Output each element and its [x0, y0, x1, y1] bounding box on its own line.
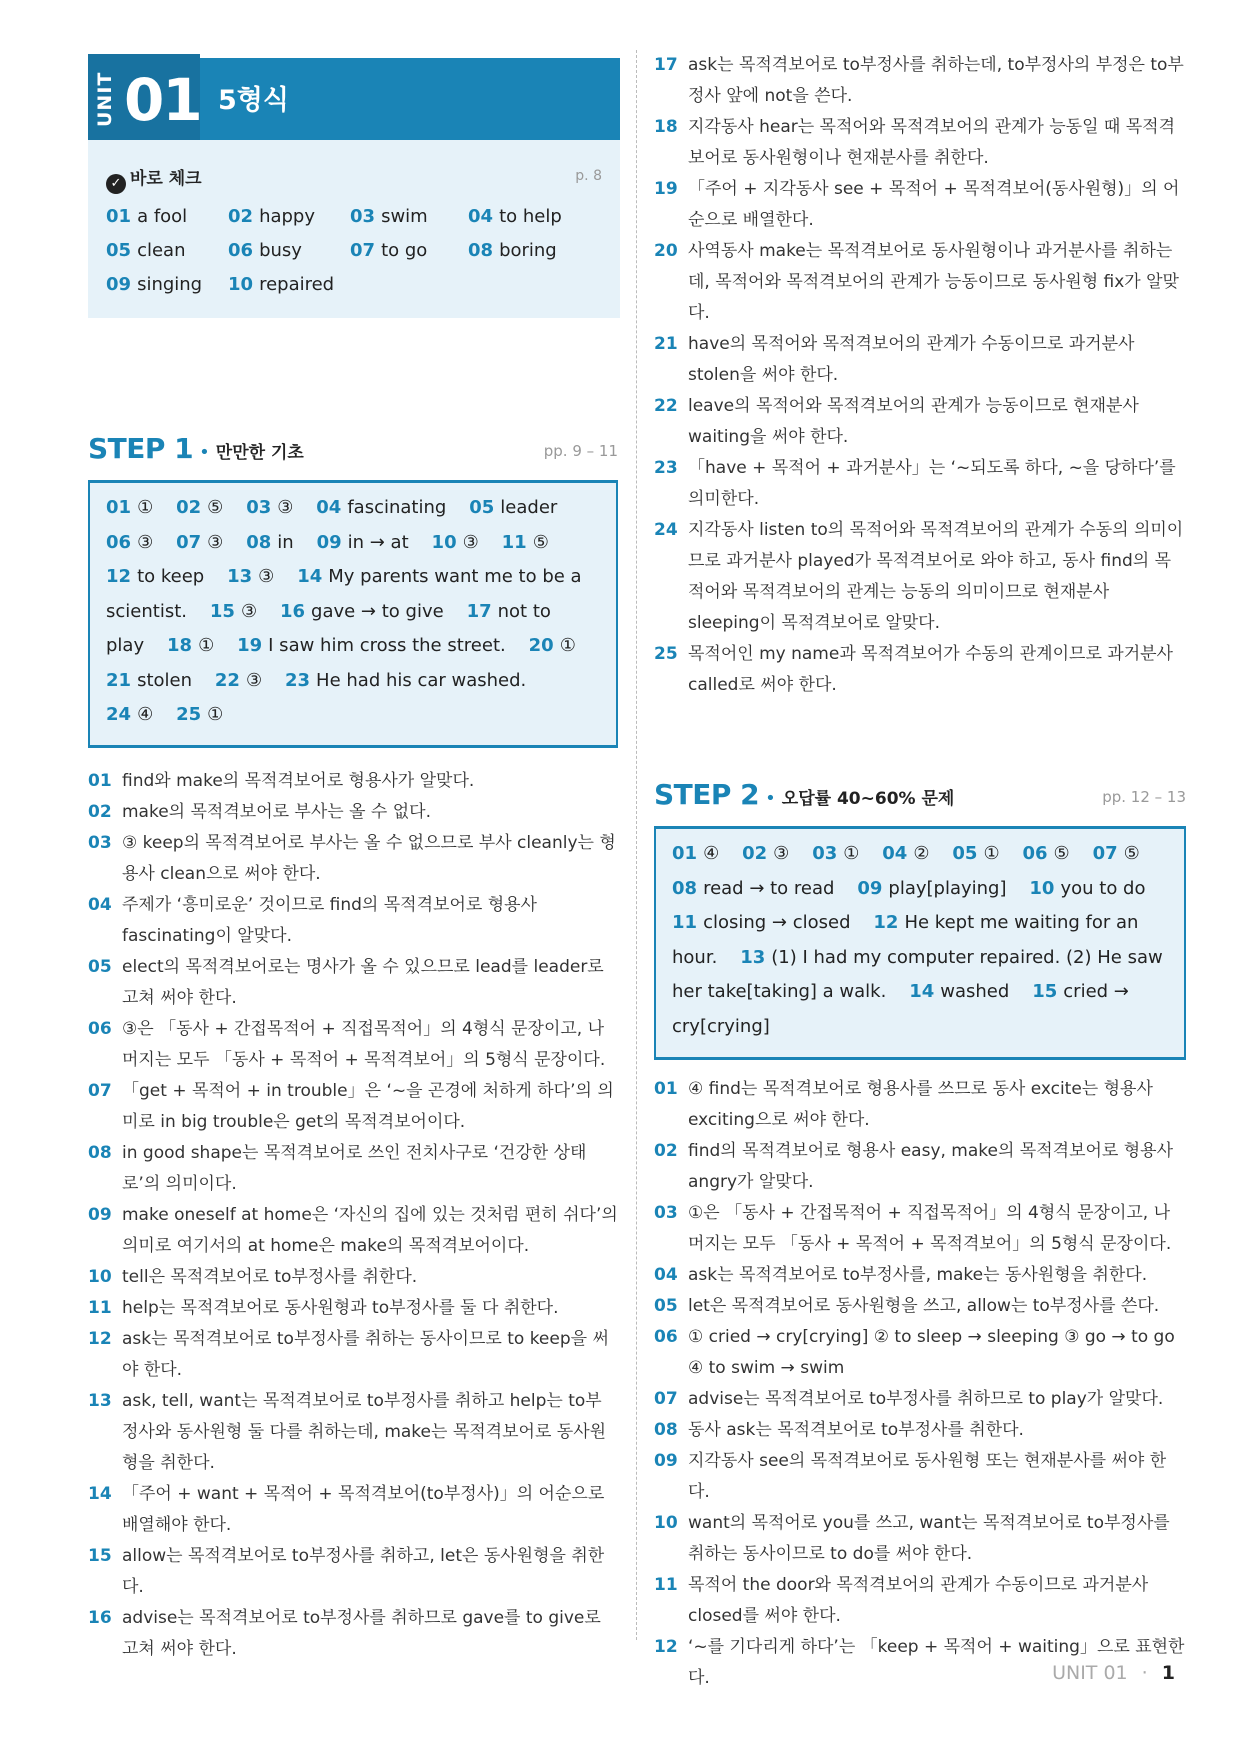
explanation-item: [654, 50, 1186, 112]
explanation-number: 03: [654, 1203, 678, 1223]
explanation-text: make oneself at home은 ‘자신의 집에 있는 것처럼 편히 쉬다’의 의미로 여기서의 at home은 make의 목적격보어이다.: [122, 1205, 618, 1256]
answer-text: to go: [381, 240, 428, 261]
answer-text: He had his car washed.: [316, 669, 527, 691]
answer-number: 07: [176, 531, 202, 553]
explanation-number: 11: [654, 1575, 678, 1595]
quick-check-answer: [106, 240, 185, 261]
answer-text: read → to read: [703, 877, 835, 899]
explanation-number: 02: [88, 802, 112, 822]
answer-number: 15: [1032, 981, 1058, 1002]
explanation-number: 09: [88, 1205, 112, 1225]
answer-number: 01: [672, 843, 698, 864]
answer-text: stolen: [137, 669, 192, 691]
quick-check-answer: [228, 274, 334, 295]
answer-item: [672, 878, 834, 899]
answer-text: in: [277, 531, 294, 553]
answer-number: 16: [279, 600, 306, 622]
answer-number: 22: [214, 669, 240, 691]
quick-check-row: [106, 240, 606, 274]
explanation-number: 07: [88, 1081, 112, 1101]
answer-item: [672, 843, 719, 864]
explanation-text: find와 make의 목적격보어로 형용사가 알맞다.: [122, 771, 475, 791]
answer-text: to help: [499, 206, 562, 227]
step1-answers: [90, 483, 616, 743]
step2-explanations: [654, 1074, 1186, 1694]
answer-text: My parents want me to be a scientist.: [106, 566, 582, 622]
explanation-text: have의 목적어와 목적격보어의 관계가 수동이므로 과거분사 stolen을 써야 한다.: [688, 334, 1135, 385]
step1-bullet: •: [199, 442, 210, 463]
explanation-number: 06: [654, 1327, 678, 1347]
unit-banner: [88, 58, 620, 140]
explanation-text: ‘~를 기다리게 하다’는 「keep + 목적어 + waiting」으로 표현한다.: [688, 1637, 1185, 1688]
answer-number: 19: [237, 635, 263, 656]
answer-item: [106, 704, 153, 725]
answer-item: [215, 670, 262, 691]
explanation-number: 04: [88, 895, 112, 915]
explanation-number: 12: [88, 1329, 112, 1349]
answer-item: [176, 532, 223, 553]
answer-item: [237, 635, 506, 656]
explanation-text: 사역동사 make는 목적격보어로 동사원형이나 과거분사를 취하는데, 목적어와 목적격보어의 관계가 능동이므로 동사원형 fix가 알맞다.: [688, 241, 1179, 323]
explanation-number: 09: [654, 1451, 678, 1471]
explanation-text: ask는 목적격보어로 to부정사를 취하는 동사이므로 to keep을 써야 한다.: [122, 1329, 609, 1380]
answer-number: 08: [672, 877, 698, 899]
explanation-text: allow는 목적격보어로 to부정사를 취하고, let은 동사원형을 취한다.: [122, 1546, 605, 1597]
answer-number: 10: [431, 531, 457, 553]
step1-subtitle: 만만한 기초: [215, 443, 304, 463]
explanation-number: 13: [88, 1391, 112, 1411]
step1-explanations-right: [654, 50, 1186, 701]
explanation-item: [88, 1200, 618, 1262]
quick-check-row: [106, 274, 606, 308]
answer-item: [176, 497, 223, 518]
explanation-number: 05: [654, 1296, 678, 1316]
explanation-item: [654, 174, 1186, 236]
answer-item: [176, 704, 223, 725]
answer-text: ③: [462, 531, 479, 553]
answer-item: [280, 601, 444, 622]
explanation-item: [654, 391, 1186, 453]
step2-bullet: •: [765, 788, 776, 809]
answer-item: [1093, 843, 1140, 864]
explanation-item: [88, 1479, 618, 1541]
explanation-text: advise는 목적격보어로 to부정사를 취하므로 to play가 알맞다.: [688, 1389, 1164, 1409]
explanation-text: 목적어인 my name과 목적격보어가 수동의 관계이므로 과거분사 called로 써야 한다.: [688, 644, 1173, 695]
explanation-item: [654, 639, 1186, 701]
answer-text: singing: [137, 274, 203, 295]
explanation-item: [654, 1074, 1186, 1136]
answer-number: 11: [501, 531, 527, 553]
explanation-number: 06: [88, 1019, 112, 1039]
answer-text: play[playing]: [888, 877, 1007, 899]
answer-number: 10: [228, 274, 254, 295]
explanation-item: [88, 1076, 618, 1138]
explanation-text: 지각동사 see의 목적격보어로 동사원형 또는 현재분사를 써야 한다.: [688, 1451, 1167, 1502]
explanation-item: [88, 1386, 618, 1479]
answer-number: 14: [297, 566, 323, 587]
explanation-item: [654, 453, 1186, 515]
explanation-number: 19: [654, 179, 678, 199]
answer-text: ①: [843, 843, 860, 864]
explanation-number: 05: [88, 957, 112, 977]
explanation-number: 14: [88, 1484, 112, 1504]
explanation-text: ask는 목적격보어로 to부정사를 취하는데, to부정사의 부정은 to부정사 앞에 not을 쓴다.: [688, 55, 1184, 106]
answer-text: fascinating: [347, 497, 447, 518]
answer-item: [469, 497, 557, 518]
answer-item: [1022, 843, 1069, 864]
step1-heading: [88, 432, 618, 468]
explanation-text: leave의 목적어와 목적격보어의 관계가 능동이므로 현재분사 waiting을 써야 한다.: [688, 396, 1139, 447]
answer-item: [672, 912, 851, 933]
answer-text: not to play: [106, 600, 551, 656]
explanation-item: [88, 1014, 618, 1076]
unit-title: 5형식: [218, 85, 289, 116]
answer-number: 09: [316, 531, 342, 553]
quick-check-answer: [468, 206, 562, 227]
answer-item: [227, 566, 274, 587]
explanation-number: 21: [654, 334, 678, 354]
quick-check-page: p. 8: [575, 168, 602, 184]
explanation-number: 11: [88, 1298, 112, 1318]
answer-number: 03: [350, 206, 376, 227]
answer-text: in → at: [347, 531, 409, 553]
answer-text: ③: [258, 566, 275, 587]
quick-check-answers: [106, 206, 606, 308]
answer-text: ③: [277, 497, 294, 518]
answer-number: 02: [176, 497, 202, 518]
explanation-text: 지각동사 hear는 목적어와 목적격보어의 관계가 능동일 때 목적격보어로 동사원형이나 현재분사를 취한다.: [688, 117, 1176, 168]
answer-number: 13: [227, 566, 253, 587]
answer-item: [1029, 878, 1145, 899]
explanation-text: 목적어 the door와 목적격보어의 관계가 수동이므로 과거분사 closed를 써야 한다.: [688, 1575, 1149, 1626]
explanation-number: 17: [654, 55, 678, 75]
explanation-number: 18: [654, 117, 678, 137]
explanation-item: [654, 1570, 1186, 1632]
answer-text: ③: [137, 531, 154, 553]
answer-number: 18: [167, 635, 193, 656]
explanation-item: [88, 1603, 618, 1665]
answer-text: cried → cry[crying]: [672, 981, 1129, 1037]
explanation-item: [654, 1384, 1186, 1415]
explanation-number: 02: [654, 1141, 678, 1161]
explanation-number: 23: [654, 458, 678, 478]
explanation-text: 「주어 + 지각동사 see + 목적어 + 목적격보어(동사원형)」의 어순으로 배열한다.: [688, 179, 1180, 230]
explanation-item: [88, 890, 618, 952]
answer-item: [167, 635, 214, 656]
answer-text: ②: [913, 843, 930, 864]
explanation-text: ④ find는 목적격보어로 형용사를 쓰므로 동사 excite는 형용사 exciting으로 써야 한다.: [688, 1079, 1153, 1130]
answer-number: 01: [106, 206, 132, 227]
explanation-text: ask는 목적격보어로 to부정사를, make는 동사원형을 취한다.: [688, 1265, 1148, 1285]
step2-answers: [656, 829, 1184, 1054]
answer-text: ①: [198, 635, 215, 656]
explanation-number: 12: [654, 1637, 678, 1657]
answer-text: ①: [559, 635, 576, 656]
explanation-item: [654, 1291, 1186, 1322]
answer-item: [210, 601, 257, 622]
step1-pages: pp. 9 – 11: [543, 442, 618, 460]
answer-number: 09: [857, 877, 883, 899]
explanation-number: 01: [88, 771, 112, 791]
step1-title: STEP 1: [88, 432, 194, 465]
explanation-item: [88, 1324, 618, 1386]
answer-number: 25: [176, 704, 202, 725]
answer-item: [246, 497, 293, 518]
answer-number: 09: [106, 274, 132, 295]
explanation-item: [88, 766, 618, 797]
answer-text: I saw him cross the street.: [268, 635, 506, 656]
footer-unit: UNIT 01: [1052, 1662, 1128, 1684]
unit-tab: [88, 54, 200, 146]
answer-text: clean: [137, 240, 186, 261]
answer-text: a fool: [137, 206, 188, 227]
answer-item: [285, 670, 526, 691]
quick-check-answer: [106, 206, 187, 227]
explanation-item: [654, 1415, 1186, 1446]
answer-item: [432, 532, 479, 553]
answer-item: [106, 497, 153, 518]
quick-check-row: [106, 206, 606, 240]
quick-check-answer: [228, 206, 315, 227]
explanation-text: ③ keep의 목적격보어로 부사는 올 수 없으므로 부사 cleanly는 형용사 clean으로 써야 한다.: [122, 833, 616, 884]
explanation-text: help는 목적격보어로 동사원형과 to부정사를 둘 다 취한다.: [122, 1298, 559, 1318]
explanation-item: [654, 515, 1186, 639]
answer-number: 12: [873, 912, 899, 933]
answer-number: 21: [106, 669, 132, 691]
answer-text: He kept me waiting for an hour.: [672, 912, 1139, 968]
column-divider: [636, 50, 637, 1640]
answer-item: [316, 497, 446, 518]
answer-item: [742, 843, 789, 864]
quick-check-answer: [468, 240, 557, 261]
explanation-number: 10: [88, 1267, 112, 1287]
explanation-number: 01: [654, 1079, 678, 1099]
answer-number: 04: [468, 206, 494, 227]
answer-text: ④: [703, 843, 720, 864]
quick-check-box: [88, 140, 620, 318]
answer-number: 02: [742, 843, 768, 864]
explanation-item: [654, 1260, 1186, 1291]
answer-number: 20: [528, 635, 554, 656]
answer-number: 15: [209, 600, 235, 622]
explanation-text: ask, tell, want는 목적격보어로 to부정사를 취하고 help는 to부정사와 동사원형 둘 다를 취하는데, make는 목적격보어로 동사원형을 취한다.: [122, 1391, 607, 1473]
explanation-text: 주제가 ‘흥미로운’ 것이므로 find의 목적격보어로 형용사 fascinating이 알맞다.: [122, 895, 537, 946]
check-icon: ✓: [106, 174, 126, 194]
answer-number: 04: [882, 843, 908, 864]
step1-explanations-left: [88, 766, 618, 1665]
answer-item: [106, 532, 153, 553]
explanation-text: find의 목적격보어로 형용사 easy, make의 목적격보어로 형용사 angry가 알맞다.: [688, 1141, 1174, 1192]
answer-item: [882, 843, 929, 864]
answer-text: ⑤: [207, 497, 224, 518]
answer-item: [952, 843, 999, 864]
explanation-item: [654, 329, 1186, 391]
answer-text: busy: [259, 240, 302, 261]
answer-number: 10: [1029, 877, 1055, 899]
answer-number: 08: [246, 531, 272, 553]
answer-text: ⑤: [1123, 843, 1140, 864]
answer-item: [106, 566, 204, 587]
answer-number: 04: [316, 497, 342, 518]
answer-number: 13: [740, 946, 766, 968]
quick-check-heading: [106, 164, 202, 194]
quick-check-answer: [106, 274, 202, 295]
answer-number: 07: [1092, 843, 1118, 864]
step2-heading: [654, 778, 1186, 814]
explanation-item: [654, 1198, 1186, 1260]
explanation-item: [654, 236, 1186, 329]
answer-text: ④: [137, 704, 154, 725]
explanation-number: 15: [88, 1546, 112, 1566]
answer-item: [317, 532, 409, 553]
answer-text: ③: [240, 600, 258, 622]
answer-number: 11: [672, 912, 698, 933]
explanation-number: 03: [88, 833, 112, 853]
answer-number: 05: [952, 843, 978, 864]
explanation-text: elect의 목적격보어로는 명사가 올 수 있으므로 lead를 leader로 고쳐 써야 한다.: [122, 957, 604, 1008]
step2-title: STEP 2: [654, 778, 760, 811]
explanation-text: want의 목적어로 you를 쓰고, want는 목적격보어로 to부정사를 취하는 동사이므로 to do를 써야 한다.: [688, 1513, 1170, 1564]
answer-item: [106, 670, 192, 691]
explanation-item: [88, 1262, 618, 1293]
explanation-text: ③은 「동사 + 간접목적어 + 직접목적어」의 4형식 문장이고, 나머지는 모두 「동사 + 목적어 + 목적격보어」의 5형식 문장이다.: [122, 1019, 606, 1070]
answer-text: ⑤: [532, 531, 549, 553]
answer-text: ③: [773, 843, 790, 864]
answer-text: happy: [259, 206, 316, 227]
explanation-number: 16: [88, 1608, 112, 1628]
explanation-item: [654, 1508, 1186, 1570]
step2-pages: pp. 12 – 13: [1102, 788, 1186, 806]
explanation-item: [654, 1136, 1186, 1198]
answer-number: 06: [228, 240, 254, 261]
explanation-item: [88, 1293, 618, 1324]
answer-text: ①: [207, 704, 224, 725]
explanation-text: in good shape는 목적격보어로 쓰인 전치사구로 ‘건강한 상태로’의 의미이다.: [122, 1143, 587, 1194]
answer-number: 14: [909, 981, 935, 1002]
answer-text: leader: [500, 497, 558, 518]
explanation-text: ① cried → cry[crying] ② to sleep → sleeping ③ go → to go ④ to swim → swim: [688, 1327, 1175, 1378]
explanation-number: 25: [654, 644, 678, 664]
answer-text: washed: [940, 981, 1010, 1002]
explanation-number: 04: [654, 1265, 678, 1285]
answer-item: [502, 532, 549, 553]
answer-item: [246, 532, 293, 553]
explanation-text: let은 목적격보어로 동사원형을 쓰고, allow는 to부정사를 쓴다.: [688, 1296, 1160, 1316]
answer-text: ③: [245, 669, 263, 691]
explanation-text: 지각동사 listen to의 목적어와 목적격보어의 관계가 수동의 의미이므로 과거분사 played가 목적격보어로 와야 하고, 동사 find의 목적어와 목적격보어의 관계는 능동의 의미이므로 현재분사 sleeping이 목적격보어로 알맞다.: [688, 520, 1184, 633]
explanation-item: [88, 828, 618, 890]
answer-item: [529, 635, 576, 656]
explanation-number: 08: [654, 1420, 678, 1440]
explanation-text: 「주어 + want + 목적어 + 목적격보어(to부정사)」의 어순으로 배열해야 한다.: [122, 1484, 605, 1535]
answer-text: ⑤: [1053, 843, 1070, 864]
explanation-text: 「get + 목적어 + in trouble」은 ‘~을 곤경에 처하게 하다’의 의미로 in big trouble은 get의 목적격보어이다.: [122, 1081, 614, 1132]
answer-text: repaired: [259, 274, 335, 295]
explanation-text: ①은 「동사 + 간접목적어 + 직접목적어」의 4형식 문장이고, 나머지는 모두 「동사 + 목적어 + 목적격보어」의 5형식 문장이다.: [688, 1203, 1172, 1254]
answer-number: 05: [469, 497, 495, 518]
explanation-item: [88, 952, 618, 1014]
page-number: 1: [1161, 1662, 1175, 1684]
answer-number: 02: [228, 206, 254, 227]
step2-answer-box: [654, 826, 1186, 1057]
explanation-number: 20: [654, 241, 678, 261]
answer-number: 03: [812, 843, 838, 864]
answer-number: 03: [246, 497, 272, 518]
explanation-number: 22: [654, 396, 678, 416]
quick-check-answer: [350, 240, 427, 261]
explanation-number: 10: [654, 1513, 678, 1533]
answer-number: 08: [468, 240, 494, 261]
answer-text: ①: [983, 843, 1000, 864]
answer-item: [812, 843, 859, 864]
answer-text: ③: [207, 531, 224, 553]
explanation-item: [654, 112, 1186, 174]
answer-text: gave → to give: [311, 600, 444, 622]
quick-check-title: 바로 체크: [130, 169, 202, 189]
page-footer: [1052, 1662, 1175, 1684]
answer-text: you to do: [1060, 877, 1146, 899]
explanation-text: 「have + 목적어 + 과거분사」는 ‘~되도록 하다, ~을 당하다’를 의미한다.: [688, 458, 1176, 509]
answer-number: 12: [106, 566, 132, 587]
answer-item: [909, 981, 1009, 1002]
explanation-item: [654, 1322, 1186, 1384]
answer-number: 23: [284, 669, 311, 691]
explanation-text: tell은 목적격보어로 to부정사를 취한다.: [122, 1267, 418, 1287]
step2-subtitle: 오답률 40~60% 문제: [781, 789, 955, 809]
explanation-number: 08: [88, 1143, 112, 1163]
explanation-number: 07: [654, 1389, 678, 1409]
answer-number: 06: [1022, 843, 1048, 864]
answer-number: 07: [350, 240, 376, 261]
answer-text: closing → closed: [703, 912, 851, 933]
answer-text: to keep: [137, 566, 205, 587]
answer-text: swim: [381, 206, 428, 227]
explanation-item: [88, 797, 618, 828]
explanation-item: [654, 1446, 1186, 1508]
explanation-text: 동사 ask는 목적격보어로 to부정사를 취한다.: [688, 1420, 1024, 1440]
answer-number: 06: [106, 531, 132, 553]
explanation-item: [88, 1541, 618, 1603]
answer-number: 01: [106, 497, 132, 518]
step1-answer-box: [88, 480, 618, 745]
explanation-text: advise는 목적격보어로 to부정사를 취하므로 gave를 to give로 고쳐 써야 한다.: [122, 1608, 601, 1659]
unit-word: UNIT: [94, 71, 116, 127]
footer-dot: ·: [1141, 1662, 1148, 1684]
unit-number: 01: [124, 66, 201, 134]
quick-check-answer: [228, 240, 302, 261]
explanation-number: 24: [654, 520, 678, 540]
explanation-item: [88, 1138, 618, 1200]
answer-item: [857, 878, 1006, 899]
answer-number: 05: [106, 240, 132, 261]
answer-number: 24: [106, 704, 132, 725]
answer-text: ①: [137, 497, 154, 518]
answer-text: (1) I had my computer repaired. (2) He saw her take[taking] a walk.: [672, 946, 1163, 1002]
answer-number: 17: [466, 600, 492, 622]
quick-check-answer: [350, 206, 428, 227]
explanation-text: make의 목적격보어로 부사는 올 수 없다.: [122, 802, 432, 822]
answer-text: boring: [499, 240, 557, 261]
